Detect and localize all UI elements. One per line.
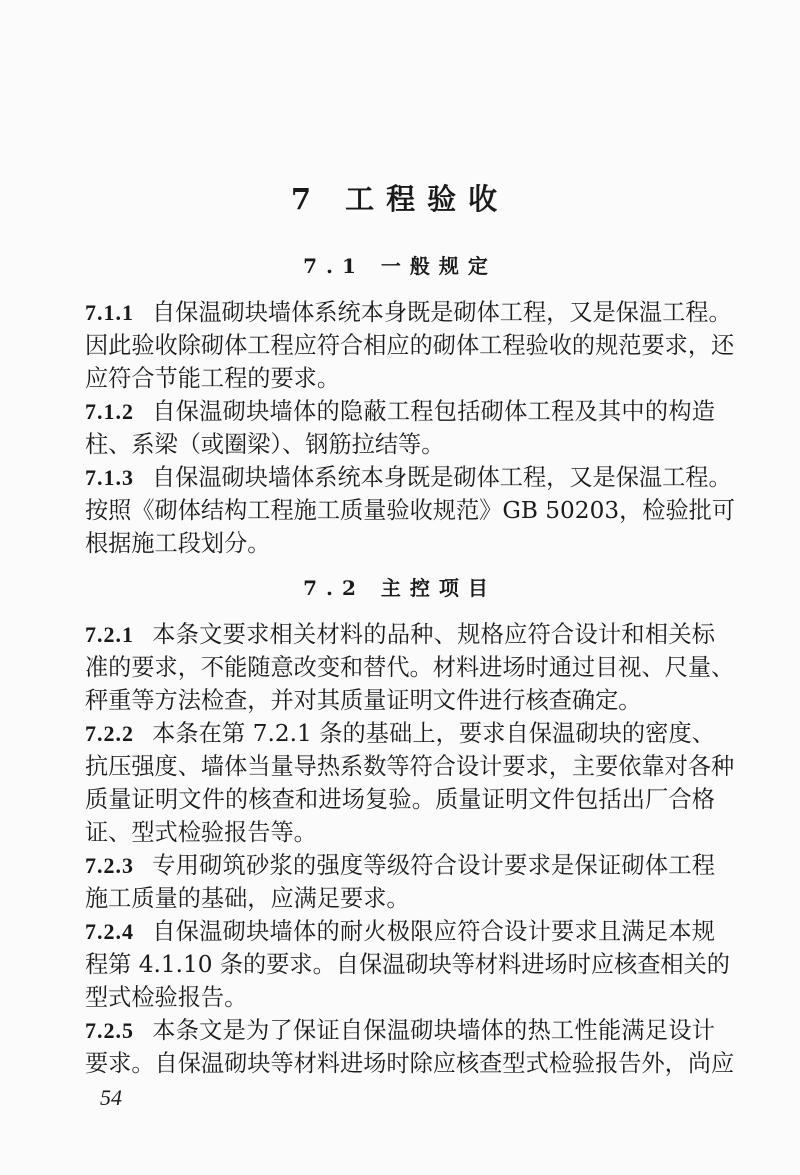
clause-number: 7.1.2 [85,399,134,424]
clause-text: 本条文要求相关材料的品种、规格应符合设计和相关标 [152,621,715,648]
text-line [85,783,715,816]
clause-number: 7.1.3 [85,465,134,490]
page-number: 54 [100,1085,122,1110]
text-line [85,362,715,395]
clause-text: 自保温砌块墙体的隐蔽工程包括砌体工程及其中的构造 [152,398,715,425]
clause-text: 应符合节能工程的要求。 [85,365,341,392]
clause-number: 7.1.1 [85,300,134,325]
clause-number: 7.2.3 [85,853,134,878]
clause-text: 本条在第 7.2.1 条的基础上，要求自保温砌块的密度、 [152,720,715,747]
clause-text: 要求。自保温砌块等材料进场时除应核查型式检验报告外，尚应 [85,1050,735,1077]
text-line [85,651,735,684]
text-line [85,494,736,527]
clause-text: 秤重等方法检查，并对其质量证明文件进行核查确定。 [85,687,642,714]
clause-text: 质量证明文件的核查和进场复验。质量证明文件包括出厂合格 [85,786,715,813]
clause-text: 型式检验报告。 [85,984,248,1011]
section-heading: 7.2 主控项目 [303,576,497,600]
clause-text: 柱、系梁（或圈梁）、钢筋拉结等。 [85,431,445,458]
clause-text: 证、型式检验报告等。 [85,819,317,846]
clause-text: 本条文是为了保证自保温砌块墙体的热工性能满足设计 [152,1017,715,1044]
clause-number: 7.2.2 [85,721,134,746]
text-line [85,717,715,750]
document-body [85,250,736,1080]
section-heading: 7.1 一般规定 [303,254,497,278]
clause-paragraph [85,296,735,395]
text-line [85,750,735,783]
clause-text: 因此验收除砌体工程应符合相应的砌体工程验收的规范要求，还 [85,332,735,359]
clause-paragraph [85,618,735,717]
clause-paragraph [85,395,715,461]
text-line [85,981,715,1014]
text-line [85,1047,735,1080]
text-line [85,428,715,461]
clause-paragraph [85,915,730,1014]
clause-text: 抗压强度、墙体当量导热系数等符合设计要求，主要依靠对各种 [85,753,735,780]
clause-text: 自保温砌块墙体系统本身既是砌体工程，又是保温工程。 [152,299,732,326]
clause-number: 7.2.4 [85,919,134,944]
text-line [85,915,715,948]
text-line [85,329,735,362]
text-line [85,684,715,717]
clause-text: 自保温砌块墙体的耐火极限应符合设计要求且满足本规 [152,918,715,945]
clause-text: 程第 4.1.10 条的要求。自保温砌块等材料进场时应核查相关的 [85,951,730,978]
text-line [85,618,715,651]
clause-text: 专用砌筑砂浆的强度等级符合设计要求是保证砌体工程 [152,852,715,879]
clause-paragraph [85,461,736,560]
clause-text: 自保温砌块墙体系统本身既是砌体工程，又是保温工程。 [152,464,732,491]
clause-text: 准的要求，不能随意改变和替代。材料进场时通过目视、尺量、 [85,654,735,681]
text-line [85,816,715,849]
clause-paragraph [85,717,735,849]
clause-paragraph [85,849,715,915]
clause-text: 根据施工段划分。 [85,530,271,557]
text-line [85,849,715,882]
clause-number: 7.2.5 [85,1018,134,1043]
text-line [85,1014,715,1047]
text-line [85,461,732,494]
chapter-title: 7 工程验收 [290,182,510,216]
clause-number: 7.2.1 [85,622,134,647]
clause-text: 施工质量的基础，应满足要求。 [85,885,410,912]
text-line [85,395,715,428]
text-line [85,527,715,560]
clause-paragraph [85,1014,735,1080]
text-line [85,948,730,981]
text-line [85,296,732,329]
clause-text: 按照《砌体结构工程施工质量验收规范》GB 50203，检验批可 [85,497,736,524]
text-line [85,882,715,915]
